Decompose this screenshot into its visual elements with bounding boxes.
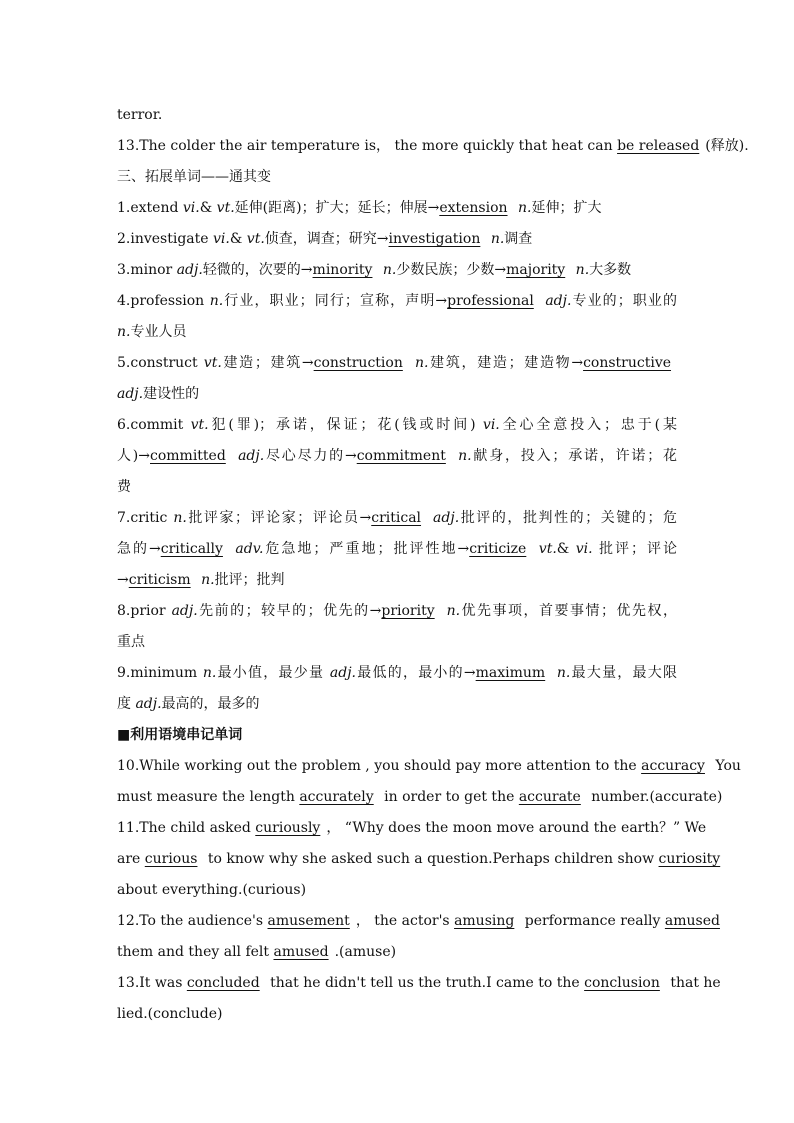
item-11-c [117,875,677,906]
answer-blank: critically [160,541,223,557]
text-segment: 10.While working out the problem , you should pay more attention to the [117,758,642,774]
part-of-speech: vt. [203,355,222,371]
part-of-speech: n. [458,448,472,464]
text-segment: 先前的；较早的；优先的→ [197,603,382,619]
text-segment: 献身，投入；承诺，许诺；花 [471,448,678,464]
section-heading [117,162,677,193]
text-segment: 建筑，建造；建造物→ [428,355,584,371]
item-8-a [117,596,677,627]
text-segment: terror. [117,107,163,123]
answer-blank: amused [664,913,720,929]
part-of-speech: adj. [329,665,357,681]
text-segment: 人)→ [117,448,150,464]
item-13-b [117,999,677,1030]
item-8-b [117,627,677,658]
context-heading [117,720,677,751]
item-4-a [117,286,677,317]
text-segment: 优先事项，首要事情；优先权， [460,603,678,619]
part-of-speech: adj. [433,510,460,526]
text-segment: 2.investigate [117,231,214,247]
answer-blank: minority [312,262,373,278]
part-of-speech: n. [556,665,571,681]
answer-blank: amusing [454,913,515,929]
text-segment: (释放). [705,138,749,154]
item-11-a [117,813,707,844]
text-segment: ， “Why does the moon move around the earth？” We [326,820,707,836]
answer-blank: constructive [583,355,672,371]
text-segment: .(amuse) [334,944,397,960]
item-9-b [117,689,677,720]
answer-blank: criticize [469,541,527,557]
item-11-b [117,844,721,875]
text-segment: 专业的；职业的 [571,293,677,309]
text-segment: 少数民族；少数→ [396,262,507,278]
answer-blank: accurately [299,789,374,805]
item-10-a [117,751,741,782]
text-segment: 三、拓展单词——通其变 [117,169,271,185]
item-13-top [117,131,749,162]
item-1 [117,193,677,224]
item-5-a [117,348,677,379]
text-segment: 13.The colder the air temperature is， the more quickly that heat can [117,138,618,154]
item-2 [117,224,677,255]
text-segment: that he didn't tell us the truth.I came to the [265,975,585,991]
item-7-c [117,565,677,596]
item-6-c [117,472,677,503]
answer-blank: concluded [186,975,260,991]
text-segment: number.(accurate) [586,789,723,805]
answer-blank: criticism [128,572,191,588]
part-of-speech: adj. [135,696,162,712]
part-of-speech: vi. [182,200,200,216]
item-6-b [117,441,677,472]
answer-blank: professional [447,293,534,309]
part-of-speech: n. [201,572,215,588]
part-of-speech: vt. [538,541,557,557]
answer-blank: critical [371,510,422,526]
part-of-speech: n. [382,262,397,278]
answer-blank: investigation [388,231,481,247]
text-segment: lied.(conclude) [117,1006,223,1022]
text-segment: 9.minimum [117,665,203,681]
text-segment: in order to get the [379,789,519,805]
text-segment: 8.prior [117,603,172,619]
text-segment: them and they all felt [117,944,274,960]
part-of-speech: vi. [482,417,500,433]
text-segment: 急的→ [117,541,161,557]
text-segment: 建设性的 [143,386,200,402]
part-of-speech: n. [173,510,187,526]
text-segment: 批评；批判 [214,572,285,588]
text-segment: 重点 [117,634,145,650]
text-segment: 大多数 [589,262,632,278]
text-segment: ， the actor's [355,913,455,929]
part-of-speech: adv. [235,541,264,557]
item-13-a [117,968,721,999]
item-9-a [117,658,677,689]
item-10-b [117,782,723,813]
text-segment: 延伸(距离)；扩大；延长；伸展→ [234,200,440,216]
part-of-speech: n. [490,231,505,247]
item-12-b [117,937,677,968]
text-segment: that he [665,975,721,991]
answer-blank: priority [381,603,435,619]
text-segment: 尽心尽力的→ [264,448,357,464]
text-segment: about everything.(curious) [117,882,307,898]
text-segment: 6.commit [117,417,191,433]
text-segment: 3.minor [117,262,177,278]
part-of-speech: n. [117,324,131,340]
text-segment: 批评家；评论家；评论员→ [186,510,372,526]
answer-blank: construction [313,355,403,371]
text-segment: 度 [117,696,136,712]
answer-blank: maximum [475,665,546,681]
text-segment: 13.It was [117,975,187,991]
part-of-speech: vt. [190,417,209,433]
answer-blank: amused [273,944,329,960]
answer-blank: accurate [518,789,581,805]
text-segment: 费 [117,479,131,495]
text-segment: 7.critic [117,510,174,526]
part-of-speech: vt. [216,200,235,216]
vocabulary-exercise-text [117,100,749,1030]
text-segment: 全心全意投入；忠于(某 [499,417,677,433]
item-7-a [117,503,677,534]
answer-blank: amusement [267,913,350,929]
text-segment: 批评；评论 [592,541,678,557]
item-7-b [117,534,677,565]
item-5-b [117,379,677,410]
text-segment: 批评的，批判性的；关键的；危 [459,510,677,526]
part-of-speech: n. [202,665,217,681]
text-segment: 行业，职业；同行；宣称，声明→ [223,293,448,309]
text-segment: 4.profession [117,293,210,309]
part-of-speech: adj. [238,448,265,464]
text-segment: 12.To the audience's [117,913,268,929]
part-of-speech: n. [575,262,590,278]
item-4-b [117,317,677,348]
text-segment: You [710,758,741,774]
text-segment: 5.construct [117,355,204,371]
text-segment: ■利用语境串记单词 [117,727,243,743]
part-of-speech: vt. [246,231,265,247]
answer-blank: majority [506,262,566,278]
text-segment: must measure the length [117,789,300,805]
part-of-speech: adj. [545,293,572,309]
answer-blank: extension [439,200,508,216]
item-12-a [117,906,720,937]
text-segment: are [117,851,145,867]
part-of-speech: n. [414,355,429,371]
text-segment: 最高的，最多的 [161,696,260,712]
terror-line [117,100,677,131]
text-segment: 危急地；严重地；批评性地→ [263,541,470,557]
part-of-speech: adj. [117,386,144,402]
part-of-speech: n. [446,603,461,619]
part-of-speech: vi. [575,541,593,557]
text-segment: 延伸；扩大 [531,200,602,216]
text-segment: 最小值，最少量 [216,665,330,681]
item-6-a [117,410,677,441]
part-of-speech: vi. [213,231,230,247]
part-of-speech: n. [209,293,224,309]
text-segment: performance really [520,913,665,929]
text-segment: 11.The child asked [117,820,256,836]
answer-blank: conclusion [584,975,660,991]
text-segment: 犯(罪)；承诺，保证；花(钱或时间) [208,417,483,433]
text-segment: 侦查，调查；研究→ [264,231,389,247]
part-of-speech: adj. [176,262,203,278]
text-segment: 最低的，最小的→ [356,665,476,681]
text-segment: 调查 [504,231,533,247]
text-segment: & [199,200,217,216]
text-segment: 最大量，最大限 [570,665,678,681]
answer-blank: be released [617,138,700,154]
part-of-speech: n. [517,200,532,216]
text-segment: 专业人员 [130,324,187,340]
answer-blank: committed [150,448,226,464]
item-3 [117,255,677,286]
text-segment: → [117,572,129,588]
answer-blank: commitment [356,448,446,464]
answer-blank: curious [144,851,198,867]
part-of-speech: adj. [171,603,198,619]
answer-blank: accuracy [641,758,705,774]
text-segment: & [556,541,576,557]
answer-blank: curiosity [658,851,721,867]
text-segment: 1.extend [117,200,183,216]
text-segment: & [229,231,247,247]
text-segment: 建造；建筑→ [221,355,314,371]
text-segment: to know why she asked such a question.Perhaps children show [203,851,659,867]
answer-blank: curiously [255,820,321,836]
text-segment: 轻微的，次要的→ [202,262,313,278]
